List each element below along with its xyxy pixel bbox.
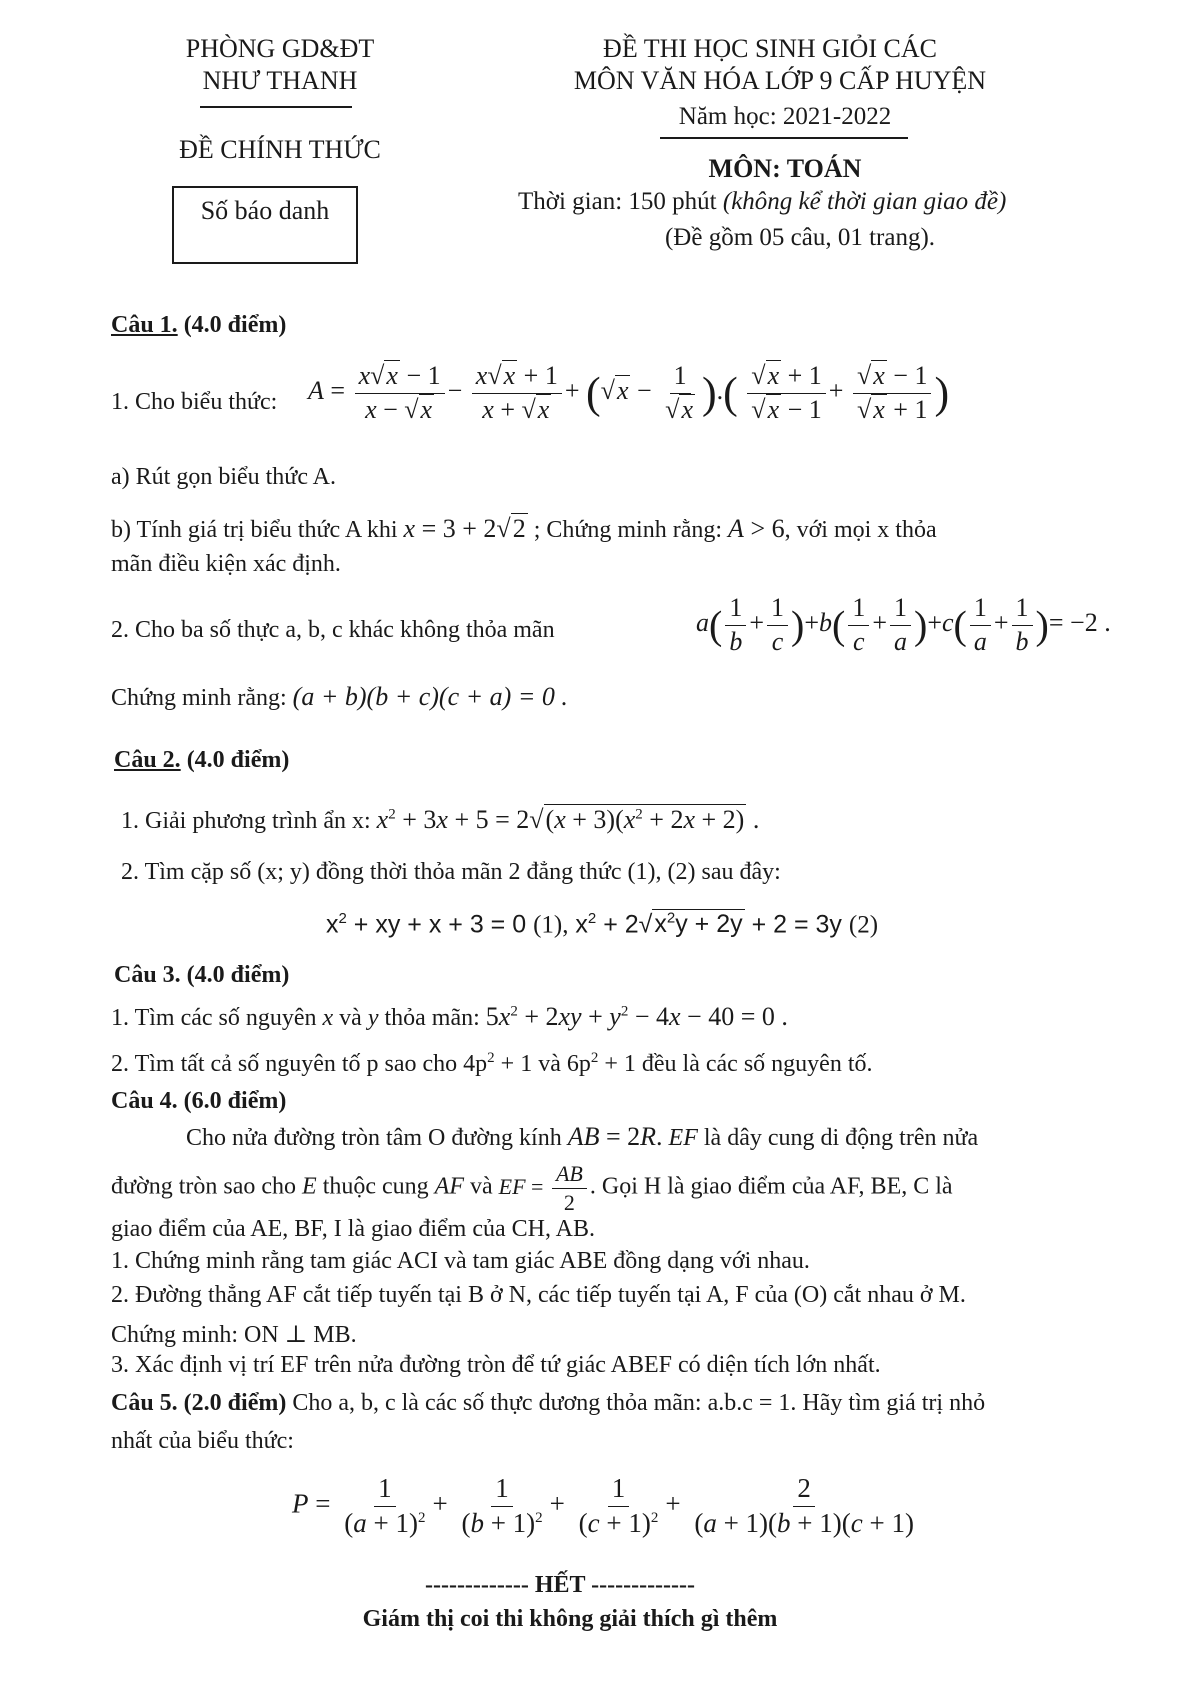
q4-line2-start: đường tròn sao cho bbox=[111, 1173, 297, 1200]
q1-part2-prove-label: Chứng minh rằng: bbox=[111, 685, 287, 711]
q1-part-a: a) Rút gọn biểu thức A. bbox=[111, 464, 336, 490]
q1-part2-result: = −2 . bbox=[1048, 608, 1111, 638]
exam-time-normal: Thời gian: 150 phút bbox=[518, 188, 723, 215]
q3-part2-start: 2. Tìm tất cả số nguyên tố p sao cho 4p bbox=[111, 1051, 488, 1077]
q3-part2-mid: + 1 và 6p bbox=[494, 1051, 591, 1077]
q2-system: $x^2$ + xy + x + 3 = 0 (1), $x^2 + 2√x^2y + 2y + 2 = 3y$ (2) bbox=[326, 910, 879, 939]
q4-line1-end: là dây cung di động trên nửa bbox=[703, 1125, 979, 1151]
question-5-title: Câu 5. (2.0 điểm) bbox=[111, 1390, 287, 1416]
question-2-title-number: Câu 2. bbox=[114, 747, 181, 773]
q4-line2-mid: thuộc cung bbox=[322, 1173, 429, 1200]
q1-part-b-start: b) Tính giá trị biểu thức A khi bbox=[111, 517, 398, 543]
q4-question1: 1. Chứng minh rằng tam giác ACI và tam giác ABE đồng dạng với nhau. bbox=[111, 1248, 810, 1274]
q1-part2-prove bbox=[111, 682, 568, 712]
q5-line1-text: Cho a, b, c là các số thực dương thỏa mãn: a.b.c = 1. Hãy tìm giá trị nhỏ bbox=[286, 1390, 986, 1416]
q1-part2-prove-expression: (a + b)(b + c)(c + a) = 0 . bbox=[292, 682, 568, 711]
q4-line3: giao điểm của AE, BF, I là giao điểm của CH, AB. bbox=[111, 1216, 595, 1242]
exam-time-italic: (không kể thời gian giao đề) bbox=[722, 188, 1007, 215]
q3-part1: 1. Tìm các số nguyên x và y thỏa mãn: $5x^2 + 2xy + y^2 - 4x - 40 = 0$ . bbox=[111, 1002, 788, 1031]
question-3-title: Câu 3. (4.0 điểm) bbox=[114, 962, 290, 988]
header-right-rule bbox=[660, 137, 908, 139]
district-name: NHƯ THANH bbox=[202, 66, 358, 95]
q4-line1-start: Cho nửa đường tròn tâm O đường kính bbox=[186, 1125, 562, 1151]
school-year: Năm học: 2021-2022 bbox=[678, 103, 892, 130]
q5-line1 bbox=[111, 1390, 985, 1417]
q3-part1-start: 1. Tìm các số nguyên bbox=[111, 1005, 317, 1031]
q4-line2: đường tròn sao cho E thuộc cung AF và EF = $\frac{AB}{2}$ . Gọi H là giao điểm của AF, BE, C là bbox=[111, 1161, 953, 1216]
q5-expression-P: P = $\frac{1}{(a + 1)^2}$ + $\frac{1}{(b + 1)^2}$ + $\frac{1}{(c + 1)^2}$ + $\frac{2}{(a + 1)(b + 1)(c + 1)}$ bbox=[292, 1473, 914, 1538]
q1-part-b: b) Tính giá trị biểu thức A khi x = 3 + 2√2 ; Chứng minh rằng: A > 6, với mọi x thỏa bbox=[111, 514, 937, 543]
page-count: (Đề gồm 05 câu, 01 trang). bbox=[664, 224, 936, 251]
q1-expression-A: A = $\frac{x√x - 1}{x - √x}$ − $\frac{x√x + 1}{x + √x}$ + (√x − $\frac{1}{√x}$ ).( $\frac{√x + 1}{√x - 1}$ + $\frac{√x - 1}{√x + 1}$ ) bbox=[308, 361, 950, 424]
q2-part1-label: 1. Giải phương trình ẩn x: bbox=[121, 808, 371, 834]
question-4-title: Câu 4. (6.0 điểm) bbox=[111, 1088, 287, 1114]
official-label: ĐỀ CHÍNH THỨC bbox=[179, 135, 381, 164]
q4-line1: Cho nửa đường tròn tâm O đường kính AB = 2R. EF là dây cung di động trên nửa bbox=[186, 1122, 979, 1151]
question-1-title bbox=[111, 312, 286, 339]
question-2-title bbox=[114, 747, 289, 774]
proctor-note: Giám thị coi thi không giải thích gì thêm bbox=[362, 1606, 778, 1632]
question-1-title-points: (4.0 điểm) bbox=[177, 312, 287, 338]
q4-question2-prove: Chứng minh: ON ⊥ MB. bbox=[111, 1322, 357, 1348]
question-1-title-number: Câu 1. bbox=[111, 312, 178, 338]
q2-part2: 2. Tìm cặp số (x; y) đồng thời thỏa mãn 2 đẳng thức (1), (2) sau đây: bbox=[121, 859, 781, 885]
q1-part2-label: 2. Cho ba số thực a, b, c khác không thỏa mãn bbox=[111, 617, 555, 643]
q5-line2: nhất của biểu thức: bbox=[111, 1428, 294, 1454]
candidate-number-box bbox=[172, 186, 358, 264]
exam-title-line1: ĐỀ THI HỌC SINH GIỎI CÁC bbox=[603, 34, 937, 63]
q4-question2: 2. Đường thẳng AF cắt tiếp tuyến tại B ở N, các tiếp tuyến tại A, F của (O) cắt nhau ở M. bbox=[111, 1282, 966, 1308]
end-marker: ------------- HẾT ------------- bbox=[424, 1572, 696, 1598]
dept-name: PHÒNG GD&ĐT bbox=[185, 34, 375, 63]
q3-part2-end: + 1 đều là các số nguyên tố. bbox=[598, 1051, 873, 1077]
candidate-number-label: Số báo danh bbox=[200, 196, 330, 225]
q3-part2: 2. Tìm tất cả số nguyên tố p sao cho $4p^2 + 1$ và $6p^2 + 1$ đều là các số nguyên tố. bbox=[111, 1050, 873, 1077]
q3-part1-mid: thỏa mãn: bbox=[384, 1005, 480, 1031]
q4-question3: 3. Xác định vị trí EF trên nửa đường tròn để tứ giác ABEF có diện tích lớn nhất. bbox=[111, 1352, 881, 1378]
exam-title-line2: MÔN VĂN HÓA LỚP 9 CẤP HUYỆN bbox=[573, 66, 987, 95]
subject: MÔN: TOÁN bbox=[708, 154, 862, 183]
header-left-rule bbox=[200, 106, 352, 108]
q2-part1: 1. Giải phương trình ẩn x: $x^2 + 3x + 5 = 2√(x + 3)(x^2 + 2x + 2)$ . bbox=[121, 805, 760, 834]
exam-time bbox=[518, 188, 1006, 216]
q1-part1-label: 1. Cho biểu thức: bbox=[111, 389, 278, 415]
q1-part2-condition: a( $\frac{1}{b}$ + $\frac{1}{c}$ )+b( $\frac{1}{c}$ + $\frac{1}{a}$ )+c( $\frac{1}{a}$ + $\frac{1}{b}$ )= −2 . bbox=[696, 593, 1111, 656]
q1-part-b-line2: mãn điều kiện xác định. bbox=[111, 551, 341, 577]
q1-part-b-mid: ; Chứng minh rằng: bbox=[533, 517, 723, 543]
q1-part-b-end: , với mọi x thỏa bbox=[784, 517, 937, 543]
question-2-title-points: (4.0 điểm) bbox=[180, 747, 290, 773]
q4-line2-end: . Gọi H là giao điểm của AF, BE, C là bbox=[589, 1173, 953, 1200]
